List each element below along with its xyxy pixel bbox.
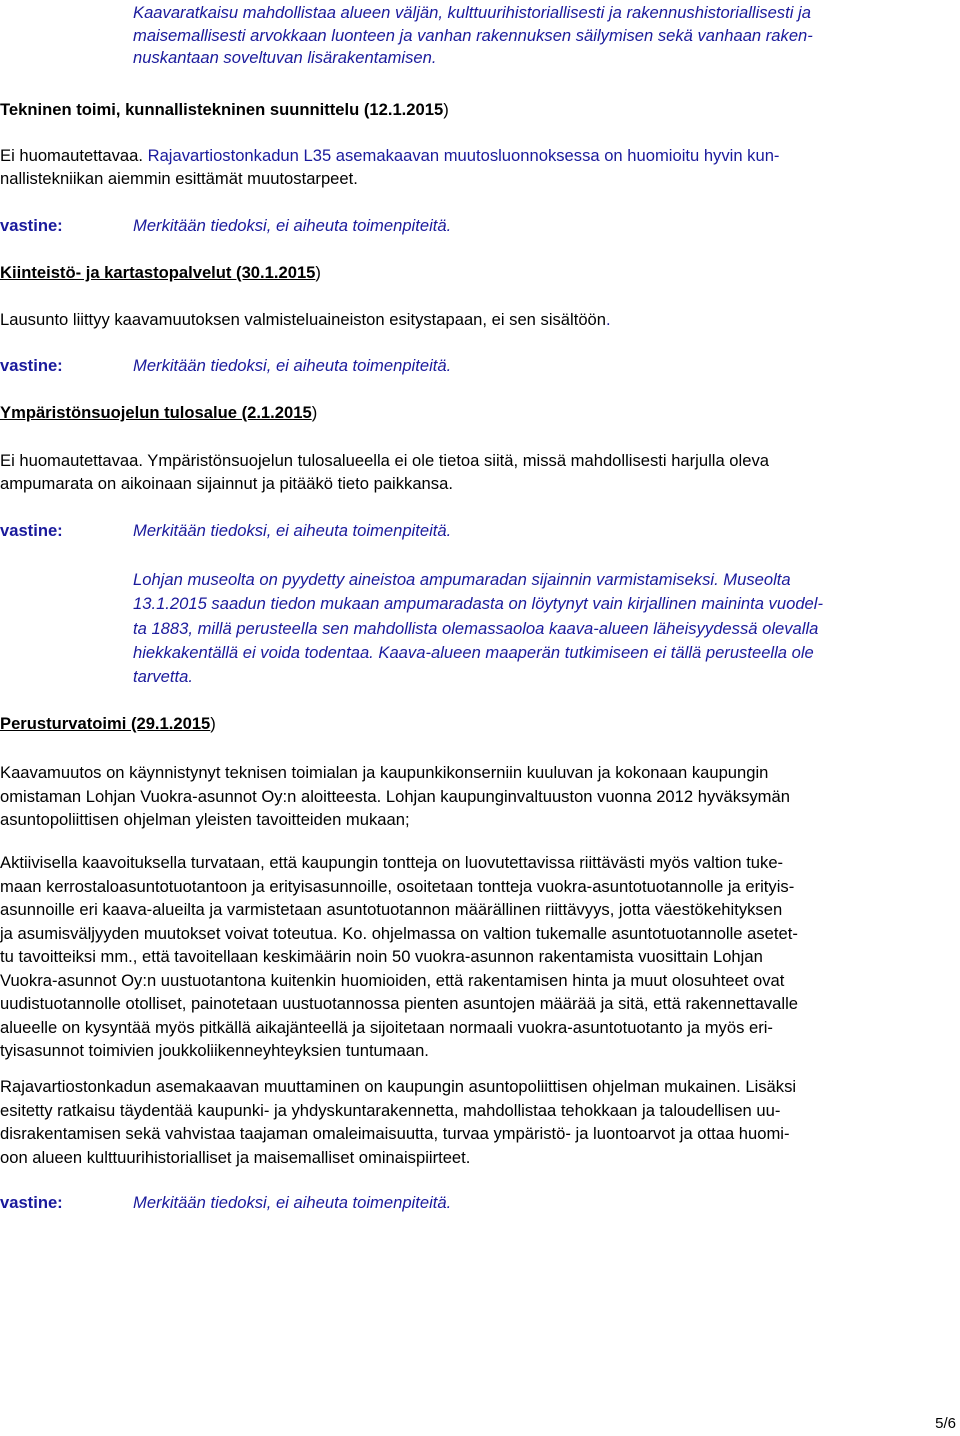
intro-paragraph	[133, 2, 953, 70]
vastine-label: vastine:	[0, 1193, 63, 1212]
page-number: 5/6	[935, 1415, 956, 1432]
vastine-reply-detail: Lohjan museolta on pyydetty aineistoa ampumaradan sijainnin varmistamiseksi. Museolta 13.1.2015 saadun tiedon mukaan ampumaradasta on löytynyt vain kirjallinen maininta vuodel- ta 1883, millä perusteella sen mahdollista olemassaoloa kaava-alueen läheisyydessä olevalla hiekkakentällä ei voida todentaa. Kaava-alueen maaperän tutkimiseen ei tällä perusteella ole tarvetta.	[133, 570, 823, 687]
vastine-label: vastine:	[0, 521, 63, 540]
vastine-reply: Merkitään tiedoksi, ei aiheuta toimenpiteitä.	[133, 521, 452, 540]
vastine-label: vastine:	[0, 356, 63, 375]
perusturva-paragraph-3: Rajavartiostonkadun asemakaavan muuttaminen on kaupungin asuntopoliittisen ohjelman mukainen. Lisäksi esitetty ratkaisu täydentää kaupunki- ja yhdyskuntarakennetta, mahdollistaa tehokkaan ja taloudellisen uu- disrakentamisen sekä vahvistaa taajaman omaleimaisuutta, turvaa ympäristö- ja luontoarvot ja ottaa huomi- oon alueen kulttuurihistorialliset ja maisemalliset ominaispiirteet.	[0, 1077, 797, 1167]
section-text-kiinteisto: Lausunto liittyy kaavamuutoksen valmisteluaineiston esitystapaan, ei sen sisältöön.	[0, 310, 611, 329]
perusturva-paragraph-1: Kaavamuutos on käynnistynyt teknisen toimialan ja kaupunkikonserniin kuuluvan ja kokonaan kaupungin omistaman Lohjan Vuokra-asunnot Oy:n aloitteesta. Lohjan kaupunginvaltuuston vuonna 2012 hyväksymän asuntopoliittisen ohjelman yleisten tavoitteiden mukaan;	[0, 763, 790, 829]
perusturva-paragraph-2: Aktiivisella kaavoituksella turvataan, että kaupungin tontteja on luovutettavissa riittävästi myös valtion tuke- maan kerrostaloasuntotuotantoon ja erityisasunnoille, osoitetaan tontteja vuokra-asuntotuotannolle ja erityis- asunnoille eri kaava-alueilta ja varmistetaan asuntotuotannon määrällinen riittävyys, jotta väestökehityksen ja asumisväljyyden muutokset voivat toteutua. Ko. ohjelmassa on valtion tukemalle asuntotuotannolle asetet- tu tavoitteiksi mm., että tavoitellaan keskimäärin noin 50 vuokra-asunnon rakentamista vuosittain Lohjan Vuokra-asunnot Oy:n uustuotantona kuitenkin huomioiden, että rakentamisen hinta ja muut olosuhteet ovat uudistuotannolle otolliset, painotetaan uustuotannossa pienten asuntojen määrää ja sitä, että rakennettavalle alueelle on kysyntää myös pitkällä aikajänteellä ja sijoitetaan normaali vuokra-asuntotuotanto ja myös eri- tyisasunnot toimivien joukkoliikenneyhteyksien tuntumaan.	[0, 853, 798, 1060]
section-heading-ymparisto: Ympäristönsuojelun tulosalue (2.1.2015)	[0, 403, 318, 422]
section-heading-kiinteisto: Kiinteistö- ja kartastopalvelut (30.1.2015)	[0, 263, 321, 282]
vastine-reply: Merkitään tiedoksi, ei aiheuta toimenpiteitä.	[133, 216, 452, 235]
intro-line: Kaavaratkaisu mahdollistaa alueen väljän, kulttuurihistoriallisesti ja rakennushistoriallisesti ja	[133, 3, 811, 22]
intro-line: maisemallisesti arvokkaan luonteen ja vanhan rakennuksen säilymisen sekä vanhaan raken-	[133, 25, 813, 45]
intro-line: nuskantaan soveltuvan lisärakentamisen.	[133, 48, 437, 67]
section-heading-perusturva: Perusturvatoimi (29.1.2015)	[0, 714, 216, 733]
section-text-ymparisto: Ei huomautettavaa. Ympäristönsuojelun tulosalueella ei ole tietoa siitä, missä mahdollisesti harjulla oleva ampumarata on aikoinaan sijainnut ja pitääkö tieto paikkansa.	[0, 451, 769, 493]
section-text-tekninen: Ei huomautettavaa. Rajavartiostonkadun L35 asemakaavan muutosluonnoksessa on huomioitu hyvin kun- nallistekniikan aiemmin esittämät muutostarpeet.	[0, 146, 780, 188]
vastine-label: vastine:	[0, 216, 63, 235]
vastine-reply: Merkitään tiedoksi, ei aiheuta toimenpiteitä.	[133, 356, 452, 375]
vastine-reply: Merkitään tiedoksi, ei aiheuta toimenpiteitä.	[133, 1193, 452, 1212]
section-heading-tekninen: Tekninen toimi, kunnallistekninen suunnittelu (12.1.2015)	[0, 100, 449, 119]
